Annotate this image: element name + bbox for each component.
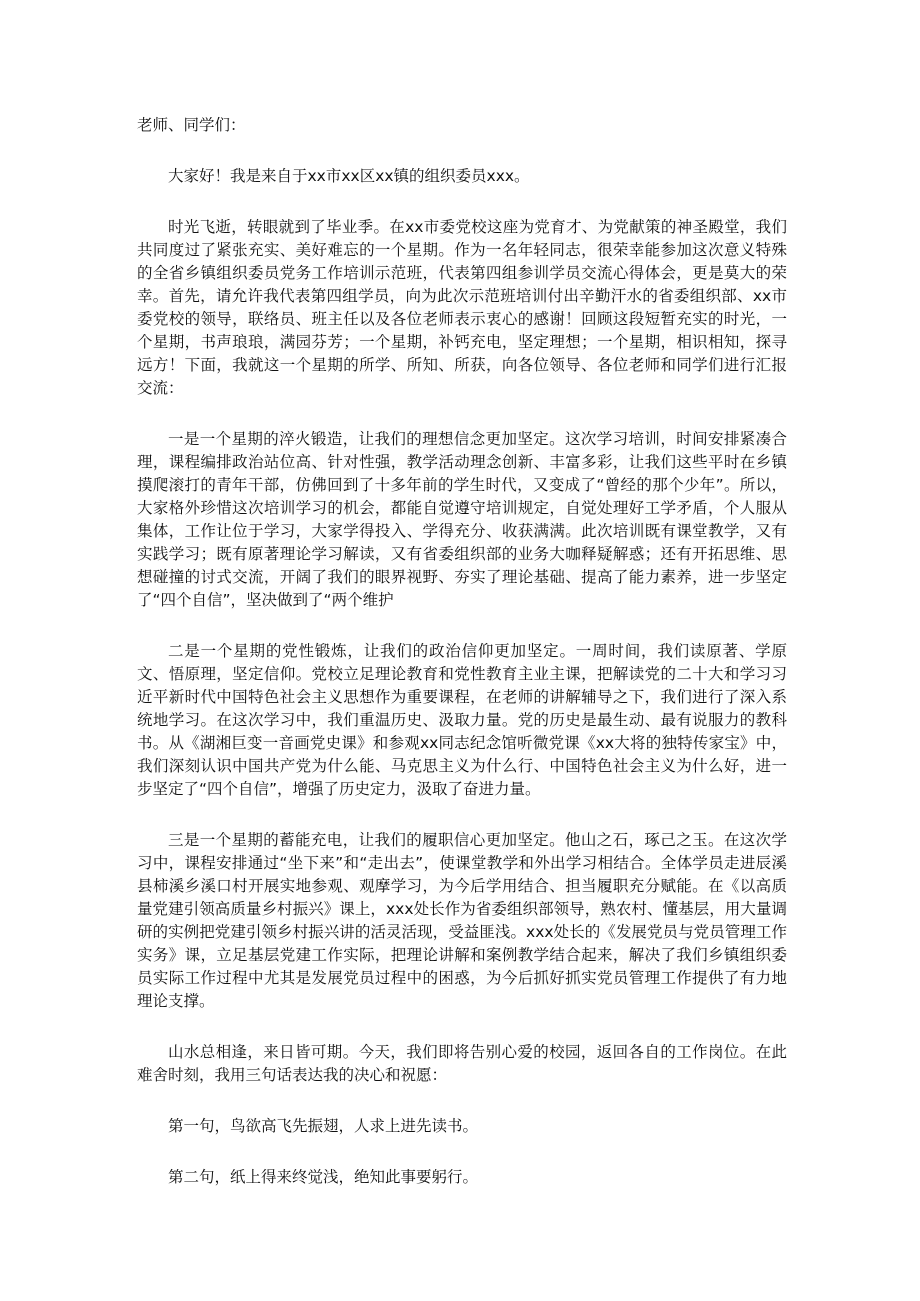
salutation: 老师、同学们： (137, 116, 246, 134)
paragraph-sentence-two: 第二句，纸上得来终觉浅，绝知此事要躬行。 (168, 1168, 479, 1186)
document-body (137, 114, 787, 1217)
paragraph-point-one: 一是一个星期的淬火锻造，让我们的理想信念更加坚定。这次学习培训，时间安排紧凑合理，课程编排政治站位高、针对性强，教学活动理念创新、丰富多彩，让我们这些平时在乡镇摸爬滚打的青年干部，仿佛回到了十多年前的学生时代，又变成了“曾经的那个少年”。所以，大家格外珍惜这次培训学习的机会，都能自觉遵守培训规定，自觉处理好工学矛盾，个人服从集体，工作让位于学习，大家学得投入、学得充分、收获满满。此次培训既有课堂教学，又有实践学习；既有原著理论学习解读，又有省委组织部的业务大咖释疑解惑；还有开拓思维、思想碰撞的讨式交流，开阔了我们的眼界视野、夯实了理论基础、提高了能力素养，进一步坚定了“四个自信”，坚决做到了“两个维护 (137, 430, 787, 609)
paragraph-point-three: 三是一个星期的蓄能充电，让我们的履职信心更加坚定。他山之石，琢己之玉。在这次学习中，课程安排通过“坐下来”和“走出去”，使课堂教学和外出学习相结合。全体学员走进辰溪县柿溪乡溪口村开展实地参观、观摩学习，为今后学用结合、担当履职充分赋能。在《以高质量党建引领高质量乡村振兴》课上，xxx处长作为省委组织部领导，熟农村、懂基层，用大量调研的实例把党建引领乡村振兴讲的活灵活现，受益匪浅。xxx处长的《发展党员与党员管理工作实务》课，立足基层党建工作实际，把理论讲解和案例教学结合起来，解决了我们乡镇组织委员实际工作过程中尤其是发展党员过程中的困惑，为今后抓好抓实党员管理工作提供了有力地理论支撑。 (137, 831, 787, 1010)
paragraph-farewell: 山水总相逢，来日皆可期。今天，我们即将告别心爱的校园，返回各自的工作岗位。在此难舍时刻，我用三句话表达我的决心和祝愿： (137, 1043, 787, 1084)
paragraph-point-two: 二是一个星期的党性锻炼，让我们的政治信仰更加坚定。一周时间，我们读原著、学原文、悟原理，坚定信仰。党校立足理论教育和党性教育主业主课，把解读党的二十大和学习习近平新时代中国特色社会主义思想作为重要课程，在老师的讲解辅导之下，我们进行了深入系统地学习。在这次学习中，我们重温历史、汲取力量。党的历史是最生动、最有说服力的教科书。从《湖湘巨变一音画党史课》和参观xx同志纪念馆听微党课《xx大将的独特传家宝》中，我们深刻认识中国共产党为什么能、马克思主义为什么行、中国特色社会主义为什么好，进一步坚定了“四个自信”，增强了历史定力，汲取了奋进力量。 (137, 642, 787, 798)
paragraph-greeting: 大家好！我是来自于xx市xx区xx镇的组织委员xxx。 (168, 167, 530, 185)
paragraph-intro: 时光飞逝，转眼就到了毕业季。在xx市委党校这座为党育才、为党献策的神圣殿堂，我们共同度过了紧张充实、美好难忘的一个星期。作为一名年轻同志，很荣幸能参加这次意义特殊的全省乡镇组织委员党务工作培训示范班，代表第四组参训学员交流心得体会，更是莫大的荣幸。首先，请允许我代表第四组学员，向为此次示范班培训付出辛勤汗水的省委组织部、xx市委党校的领导，联络员、班主任以及各位老师表示衷心的感谢！回顾这段短暂充实的时光，一个星期，书声琅琅，满园芬芳；一个星期，补钙充电，坚定理想；一个星期，相识相知，探寻远方！下面，我就这一个星期的所学、所知、所获，向各位领导、各位老师和同学们进行汇报交流： (137, 218, 787, 397)
paragraph-sentence-one: 第一句，鸟欲高飞先振翅，人求上进先读书。 (168, 1117, 479, 1135)
